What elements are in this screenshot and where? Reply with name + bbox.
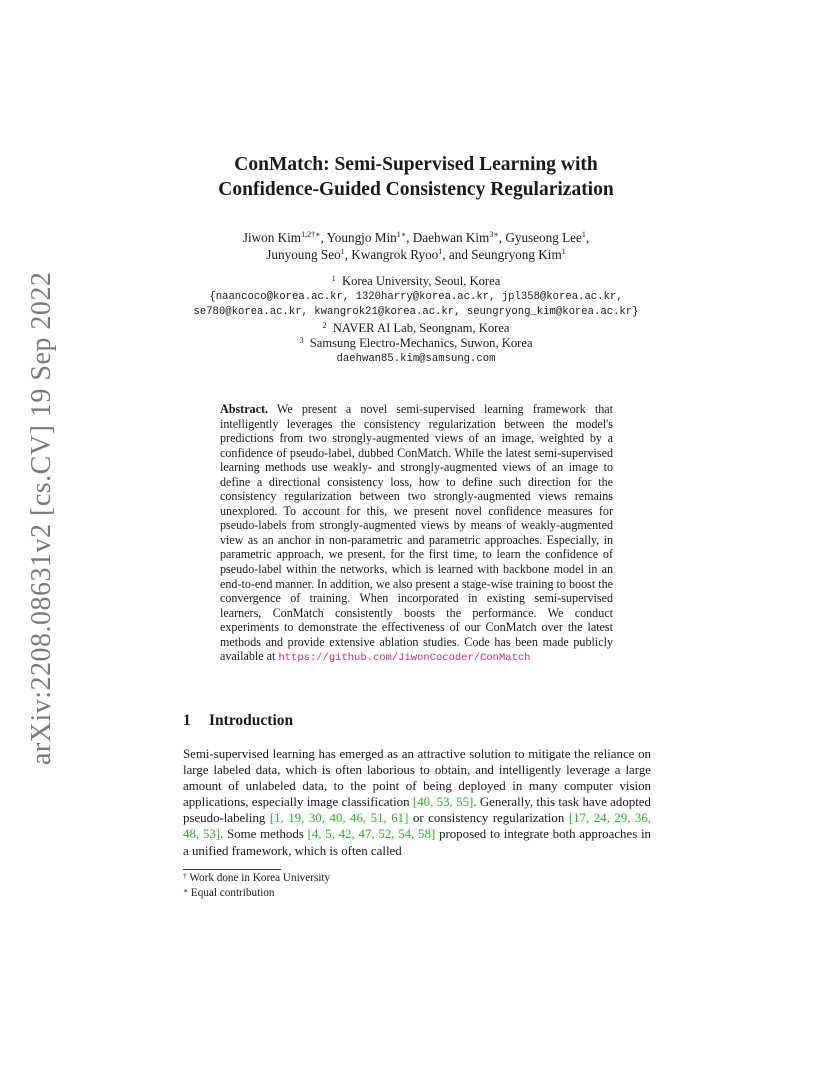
author-name: Kwangrok Ryoo	[351, 247, 439, 262]
affil-text: Samsung Electro-Mechanics, Suwon, Korea	[309, 336, 533, 350]
abstract	[220, 402, 613, 666]
affil-text: Korea University, Seoul, Korea	[341, 274, 501, 288]
author-affil-mark: 1∗	[396, 230, 407, 239]
author-affil-mark: 1	[340, 247, 345, 256]
author-affil-mark: 1	[438, 247, 443, 256]
body-text-run: proposed to integrate both approaches in a unified framework, which is often called	[183, 827, 651, 858]
author-name: Daehwan Kim	[412, 230, 490, 245]
email-line-1: {naancoco@korea.ac.kr, 1320harry@korea.ac.kr, jpl358@korea.ac.kr,	[209, 290, 623, 303]
footnote-text: Work done in Korea University	[189, 872, 331, 884]
affiliation-1	[140, 274, 692, 290]
author-line-2: Junyoung Seo$^1$, Kwangrok Ryoo$^1$, and Seungryong Kim$^1$	[266, 247, 566, 262]
citation[interactable]: [1, 19, 30, 40, 46, 51, 61]	[269, 811, 409, 826]
title-line-2: Confidence-Guided Consistency Regularization	[218, 179, 614, 200]
author-name: Junyoung Seo	[266, 247, 341, 262]
author-affil-mark: 1,2†∗	[301, 230, 321, 239]
code-link[interactable]: https://github.com/JiwonCocoder/ConMatch	[278, 652, 531, 665]
title-line-1: ConMatch: Semi-Supervised Learning with	[234, 154, 598, 175]
author-affil-mark: 1	[561, 247, 566, 256]
author-affil-mark: 3∗	[489, 230, 499, 239]
affil-text: NAVER AI Lab, Seongnam, Korea	[332, 320, 510, 335]
author-line-1: Jiwon Kim$^{1,2\dagger∗}$, Youngjo Min$^{1∗}$, Daehwan Kim$^{3∗}$, Gyuseong Lee$^1$,	[242, 230, 590, 245]
email-line-2: se780@korea.ac.kr, kwangrok21@korea.ac.kr, seungryong_kim@korea.ac.kr}	[193, 306, 639, 318]
arxiv-identifier: arXiv:2208.08631v2 [cs.CV] 19 Sep 2022	[26, 271, 57, 765]
section-number: 1	[183, 712, 191, 729]
footnote-mark: ∗	[183, 885, 189, 895]
footnotes	[183, 871, 330, 900]
author-affil-mark: 1	[581, 230, 586, 239]
paper-title	[100, 152, 732, 202]
author-name: Youngjo Min	[326, 230, 397, 245]
section-heading	[183, 712, 293, 730]
section-title: Introduction	[209, 712, 294, 729]
footnote-2	[183, 886, 330, 901]
affil-mark: 3	[299, 336, 304, 345]
affiliation-3	[140, 336, 692, 352]
author-name: Gyuseong Lee	[505, 230, 582, 245]
citation[interactable]: [17, 24, 29, 36, 48, 53]	[183, 811, 651, 842]
footnote-1	[183, 871, 330, 886]
body-text-run: or consistency regularization	[412, 811, 565, 826]
author-list	[140, 229, 692, 263]
author-name: Seungryong Kim	[471, 247, 562, 262]
citation[interactable]: [40, 53, 55]	[412, 795, 474, 810]
citation[interactable]: [4, 5, 42, 47, 52, 54, 58]	[307, 827, 436, 842]
intro-paragraph	[183, 746, 651, 859]
body-text-run: . Some methods	[220, 827, 304, 842]
body-text-run: . Generally, this task have adopted pseudo-labeling	[183, 795, 651, 826]
abstract-label: Abstract.	[220, 402, 269, 416]
affiliation-2	[140, 321, 692, 337]
footnote-text: Equal contribution	[190, 886, 275, 899]
affil-mark: 2	[322, 320, 327, 330]
footnote-rule	[183, 869, 281, 870]
body-text-run: Semi-supervised learning has emerged as an attractive solution to mitigate the reliance on large labeled data, which is often laborious to obtain, and intelligently leverage a large amount of unlabeled data, to the point of being deployed in many computer vision applications, especially image classification	[183, 747, 651, 810]
author-name: Jiwon Kim	[242, 230, 302, 245]
footnote-mark: †	[183, 871, 187, 880]
email-line-3: daehwan85.kim@samsung.com	[336, 352, 496, 365]
affil-mark: 1	[331, 274, 336, 283]
affiliations	[140, 274, 692, 367]
abstract-text: We present a novel semi-supervised learning framework that intelligently leverages the consistency regularization between the model's predictions from two strongly-augmented views of an image, weighted by a confidence of pseudo-label, dubbed ConMatch. While the latest semi-supervised learning methods use weakly- and strongly-augmented views of an image to define a directional consistency loss, how to define such direction for the consistency regularization between two strongly-augmented views remains unexplored. To account for this, we present novel confidence measures for pseudo-labels from strongly-augmented views by means of weakly-augmented view as an anchor in non-parametric and parametric approaches. Especially, in parametric approach, we present, for the first time, to learn the confidence of pseudo-label within the networks, which is learned with backbone model in an end-to-end manner. In addition, we also present a stage-wise training to boost the convergence of training. When incorporated in existing semi-supervised learners, ConMatch consistently boosts the performance. We conduct experiments to demonstrate the effectiveness of our ConMatch over the latest methods and provide extensive ablation studies. Code has been made publicly available at	[220, 402, 613, 664]
